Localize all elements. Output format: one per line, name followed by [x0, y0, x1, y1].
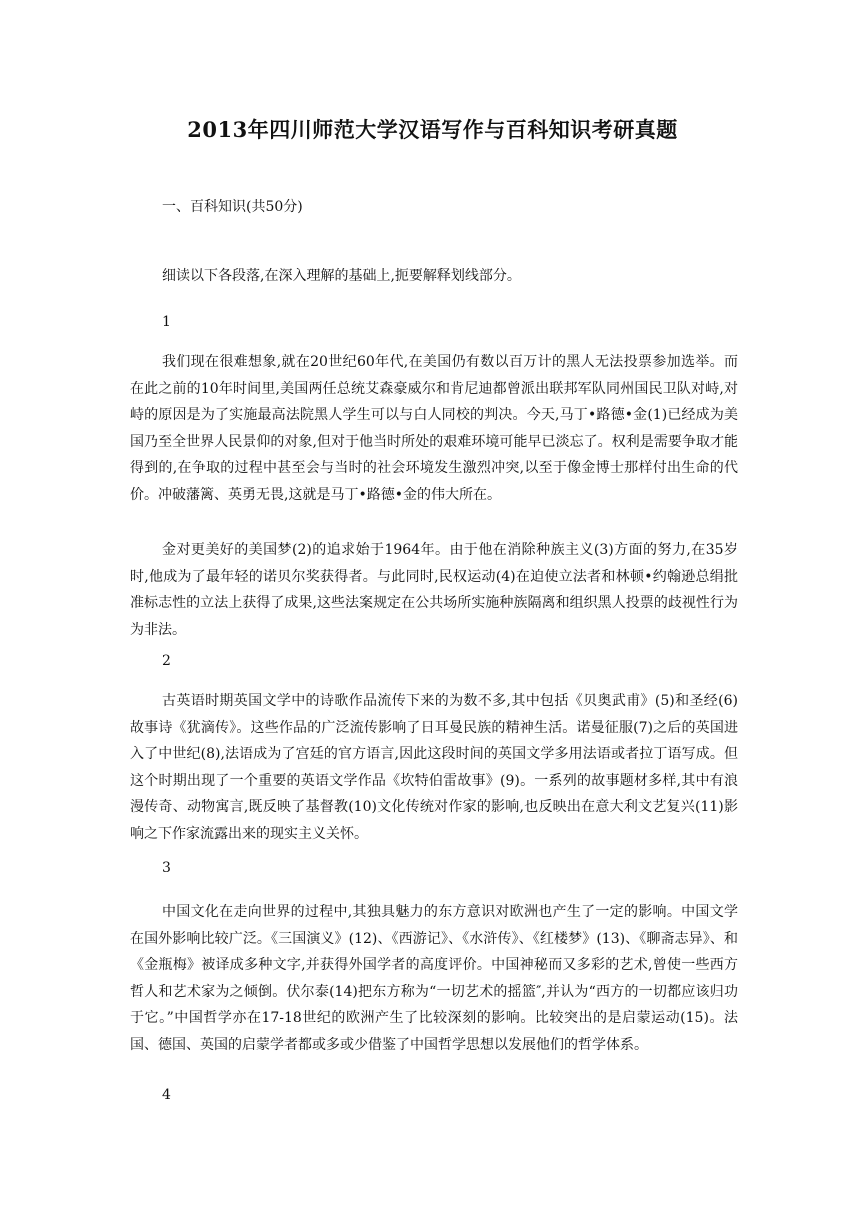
- passage-paragraph: 古英语时期英国文学中的诗歌作品流传下来的为数不多,其中包括《贝奥武甫》(5)和圣经(6)故事诗《犹滴传》。这些作品的广泛流传影响了日耳曼民族的精神生活。诺曼征服(7)之后的英国进入了中世纪(8),法语成为了宫廷的官方语言,因此这段时间的英国文学多用法语或者拉丁语写成。但这个时期出现了一个重要的英语文学作品《坎特伯雷故事》(9)。一系列的故事题材多样,其中有浪漫传奇、动物寓言,既反映了基督教(10)文化传统对作家的影响,也反映出在意大利文艺复兴(11)影响之下作家流露出来的现实主义关怀。: [130, 693, 738, 842]
- item-number: 2: [162, 653, 171, 669]
- passage-paragraph: 金对更美好的美国梦(2)的追求始于1964年。由于他在消除种族主义(3)方面的努力,在35岁时,他成为了最年轻的诺贝尔奖获得者。与此同时,民权运动(4)在迫使立法者和林顿•约翰逊总绢批准标志性的立法上获得了成果,这些法案规定在公共场所实施种族隔离和组织黑人投票的歧视性行为为非法。: [130, 542, 738, 638]
- item-number: 3: [162, 860, 171, 876]
- passage-paragraph: 中国文化在走向世界的过程中,其独具魅力的东方意识对欧洲也产生了一定的影响。中国文学在国外影响比较广泛。《三国演义》(12)、《西游记》、《水浒传》、《红楼梦》(13)、《聊斋志异》、和《金瓶梅》被译成多种文字,并获得外国学者的高度评价。中国神秘而又多彩的艺术,曾使一些西方哲人和艺术家为之倾倒。伏尔泰(14)把东方称为“一切艺术的摇篮″,并认为“西方的一切都应该归功于它。”中国哲学亦在17-18世纪的欧洲产生了比较深刻的影响。比较突出的是启蒙运动(15)。法国、德国、英国的启蒙学者都或多或少借鉴了中国哲学思想以发展他们的哲学体系。: [130, 904, 738, 1053]
- passage-paragraph: 我们现在很难想象,就在20世纪60年代,在美国仍有数以百万计的黑人无法投票参加选举。而在此之前的10年时间里,美国两任总统艾森豪威尔和肯尼迪都曾派出联邦军队同州国民卫队对峙,对峙的原因是为了实施最高法院黑人学生可以与白人同校的判决。今天,马丁•路德•金(1)已经成为美国乃至全世界人民景仰的对象,但对于他当时所处的艰难环境可能早已淡忘了。权利是需要争取才能得到的,在争取的过程中甚至会与当时的社会环境发生激烈冲突,以至于像金博士那样付出生命的代价。冲破藩篱、英勇无畏,这就是马丁•路德•金的伟大所在。: [130, 354, 738, 503]
- item-number: 4: [162, 1087, 171, 1103]
- instruction-text: 细读以下各段落,在深入理解的基础上,扼要解释划线部分。: [162, 268, 521, 284]
- item-number: 1: [162, 314, 171, 330]
- document-title: 2013年四川师范大学汉语写作与百科知识考研真题: [187, 117, 678, 142]
- section-heading: 一、百科知识(共50分): [162, 199, 303, 215]
